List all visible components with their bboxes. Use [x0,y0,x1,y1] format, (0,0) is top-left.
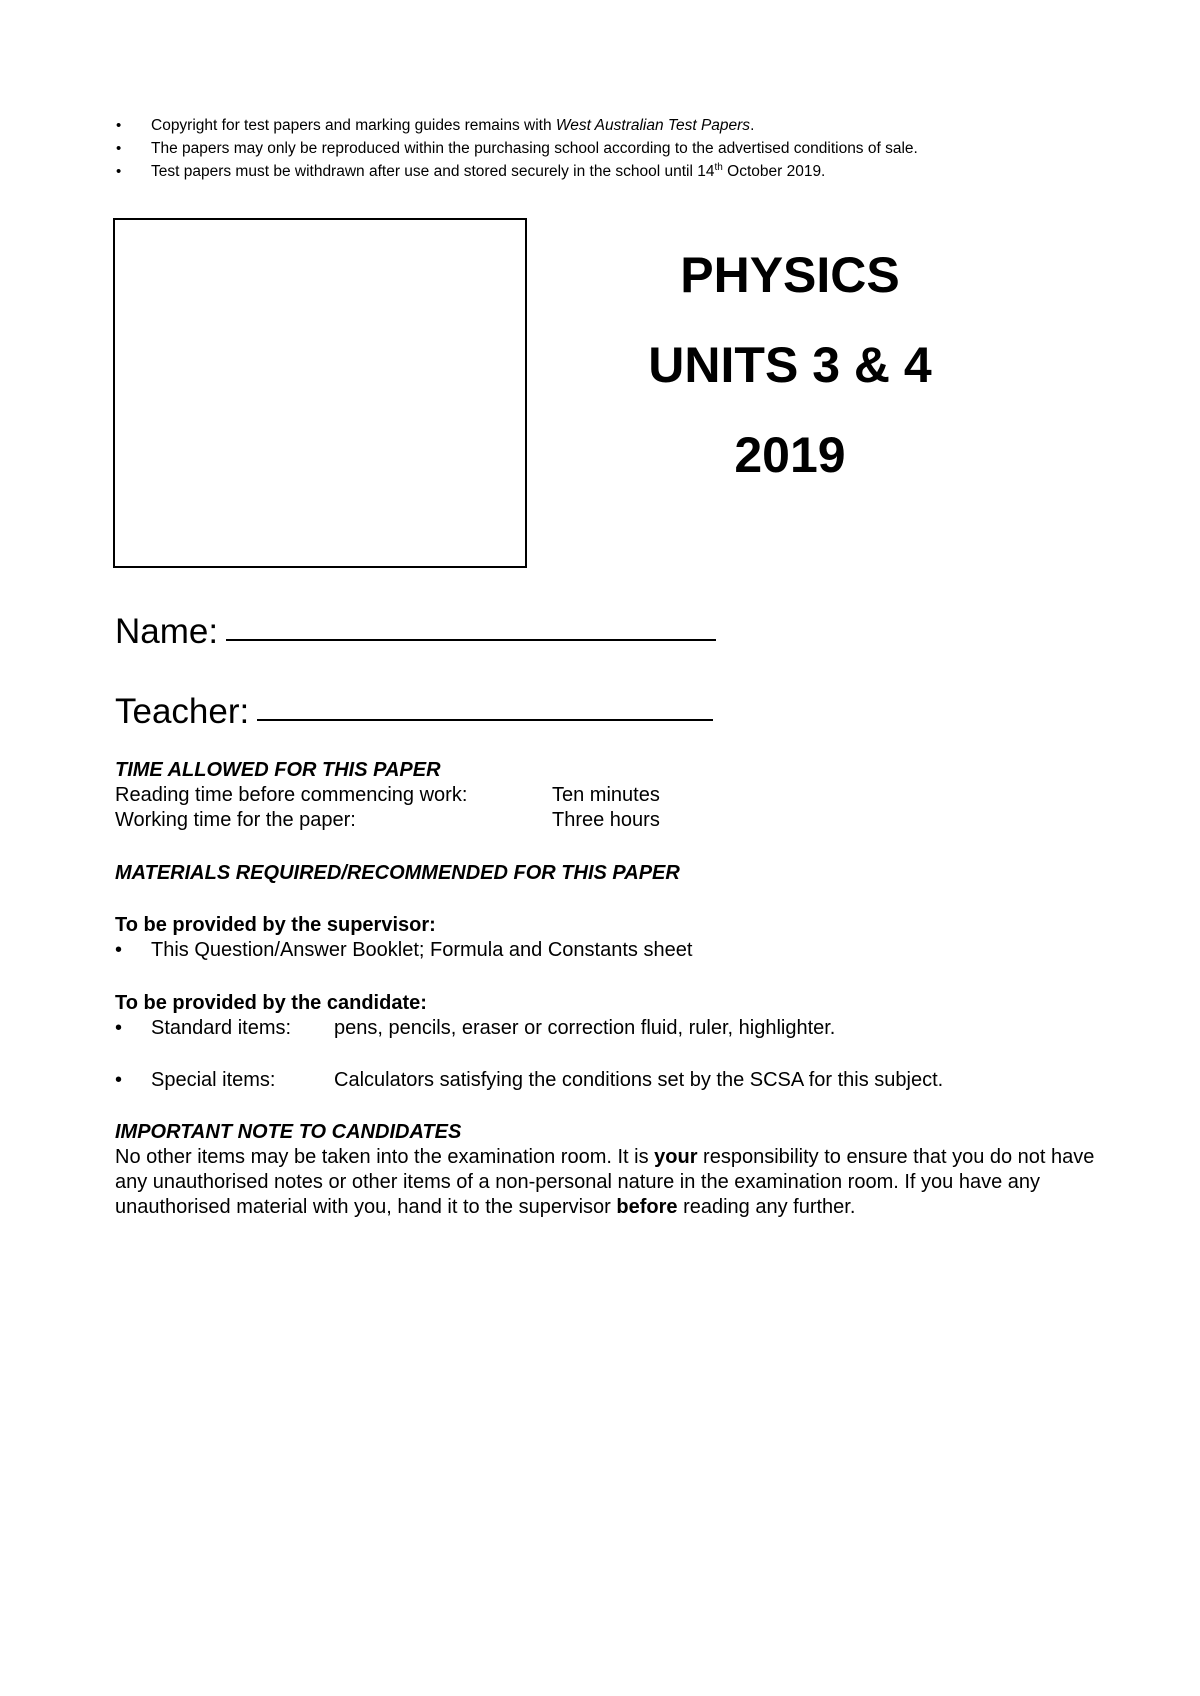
units-title: UNITS 3 & 4 [648,337,932,393]
bullet-icon: • [115,939,123,961]
time-allowed-heading: TIME ALLOWED FOR THIS PAPER [115,759,441,781]
time-row: Reading time before commencing work: Ten minutes [115,784,660,806]
time-row: Working time for the paper: Three hours [115,809,660,831]
copyright-item: • Copyright for test papers and marking guides remains with West Australian Test Papers. [116,114,1116,137]
name-field [115,612,716,652]
candidate-heading: To be provided by the candidate: [115,992,427,1014]
subject-title: PHYSICS [680,247,900,303]
bullet-icon: • [116,163,122,180]
materials-heading: MATERIALS REQUIRED/RECOMMENDED FOR THIS PAPER [115,862,680,884]
name-label: Name: [115,612,219,651]
candidate-section [115,991,1115,1041]
copyright-item: • The papers may only be reproduced within the purchasing school according to the advertised conditions of sale. [116,137,1116,160]
exam-title-block [560,230,1020,500]
teacher-blank-line[interactable] [257,718,713,721]
special-items-section [115,1068,1115,1093]
copyright-notice-list [116,114,1116,183]
bullet-icon: • [116,117,122,134]
school-logo-box [113,218,527,568]
copyright-item: • Test papers must be withdrawn after use and stored securely in the school until 14th October 2019. [116,160,1116,183]
special-items: • Special items: Calculators satisfying the conditions set by the SCSA for this subject. [115,1069,944,1091]
important-note-text: No other items may be taken into the examination room. It is your responsibility to ensure that you do not have any unauthorised notes or other items of a non-personal nature in the examination room. If you have any unauthorised material with you, hand it to the supervisor before reading any further. [115,1146,1095,1218]
time-allowed-section [115,758,1115,833]
name-blank-line[interactable] [226,638,716,641]
supervisor-item: • This Question/Answer Booklet; Formula and Constants sheet [115,939,693,961]
bullet-icon: • [116,140,122,157]
teacher-field [115,692,713,732]
teacher-label: Teacher: [115,692,250,731]
supervisor-heading: To be provided by the supervisor: [115,914,436,936]
bullet-icon: • [115,1069,123,1091]
important-note-section [115,1120,1115,1220]
bullet-icon: • [115,1017,123,1039]
standard-items: • Standard items: pens, pencils, eraser or correction fluid, ruler, highlighter. [115,1017,836,1039]
important-note-heading: IMPORTANT NOTE TO CANDIDATES [115,1121,462,1143]
supervisor-section [115,913,1115,963]
year-title: 2019 [734,427,846,483]
